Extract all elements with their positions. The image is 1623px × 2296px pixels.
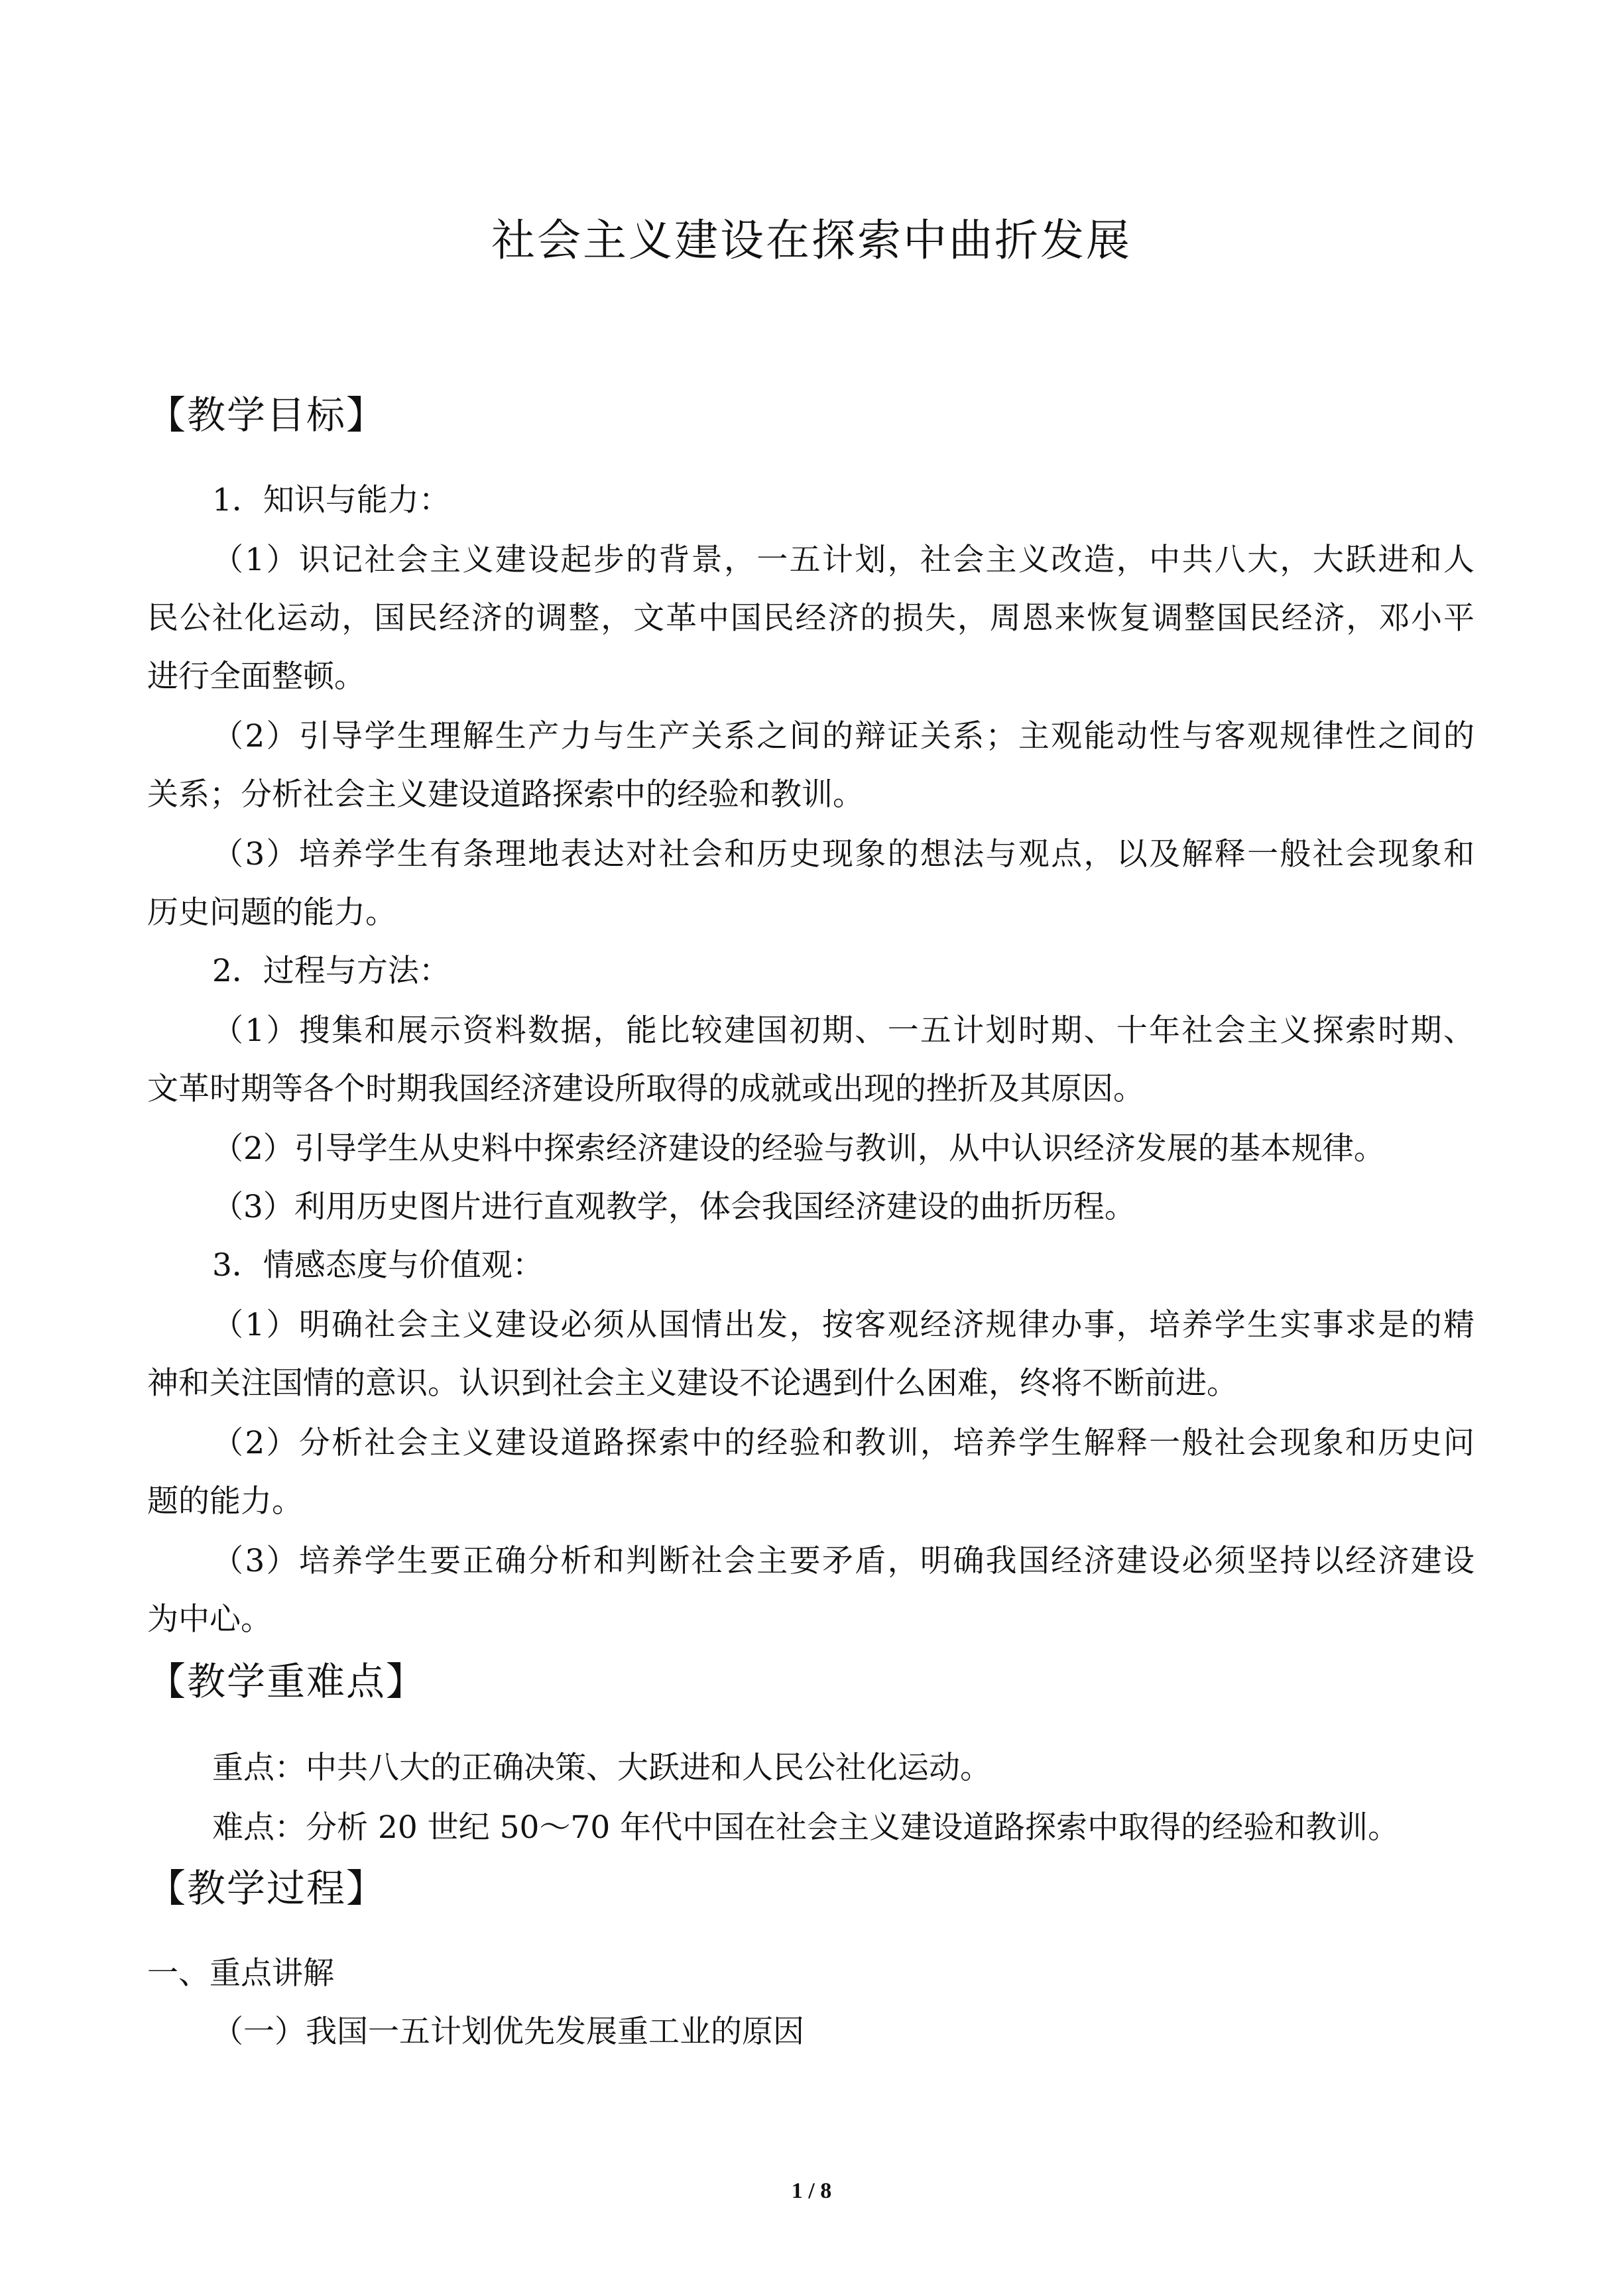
text-line: 进行全面整顿。 [147, 658, 365, 695]
text-line: 历史问题的能力。 [147, 894, 396, 931]
text-line: （3）利用历史图片进行直观教学，体会我国经济建设的曲折历程。 [212, 1189, 1136, 1225]
text-line: （2）引导学生从史料中探索经济建设的经验与教训，从中认识经济发展的基本规律。 [212, 1130, 1385, 1167]
text-line: （一）我国一五计划优先发展重工业的原因 [212, 2014, 804, 2050]
text-line: 一、重点讲解 [147, 1955, 334, 1992]
text-line: 3．情感态度与价值观： [212, 1247, 544, 1284]
text-line: 难点：分析 20 世纪 50～70 年代中国在社会主义建设道路探索中取得的经验和教训。 [212, 1809, 1400, 1846]
text-line: （1）明确社会主义建设必须从国情出发，按客观经济规律办事，培养学生实事求是的精 [212, 1307, 1474, 1343]
text-line: 2．过程与方法： [212, 953, 450, 989]
section-heading-process: 【教学过程】 [147, 1866, 387, 1911]
text-line: 题的能力。 [147, 1483, 303, 1520]
text-line: （3）培养学生有条理地表达对社会和历史现象的想法与观点，以及解释一般社会现象和 [212, 836, 1474, 873]
page-number: 1 / 8 [791, 2179, 832, 2203]
document-title: 社会主义建设在探索中曲折发展 [491, 215, 1132, 266]
text-line: 神和关注国情的意识。认识到社会主义建设不论遇到什么困难，终将不断前进。 [147, 1365, 1238, 1402]
section-heading-key-points: 【教学重难点】 [147, 1659, 426, 1704]
text-line: 关系；分析社会主义建设道路探索中的经验和教训。 [147, 776, 864, 813]
section-heading-objectives: 【教学目标】 [147, 393, 387, 438]
text-line: 为中心。 [147, 1601, 272, 1638]
text-line: （1）搜集和展示资料数据，能比较建国初期、一五计划时期、十年社会主义探索时期、 [212, 1012, 1474, 1049]
text-line: 文革时期等各个时期我国经济建设所取得的成就或出现的挫折及其原因。 [147, 1071, 1144, 1107]
text-line: （2）分析社会主义建设道路探索中的经验和教训，培养学生解释一般社会现象和历史问 [212, 1425, 1474, 1461]
text-line: 民公社化运动，国民经济的调整，文革中国民经济的损失，周恩来恢复调整国民经济，邓小平 [147, 600, 1474, 636]
text-line: （3）培养学生要正确分析和判断社会主要矛盾，明确我国经济建设必须坚持以经济建设 [212, 1543, 1474, 1579]
text-line: 1．知识与能力： [212, 482, 450, 518]
text-line: 重点：中共八大的正确决策、大跃进和人民公社化运动。 [212, 1750, 991, 1786]
text-line: （1）识记社会主义建设起步的背景，一五计划，社会主义改造，中共八大，大跃进和人 [212, 542, 1474, 578]
text-line: （2）引导学生理解生产力与生产关系之间的辩证关系；主观能动性与客观规律性之间的 [212, 718, 1474, 755]
